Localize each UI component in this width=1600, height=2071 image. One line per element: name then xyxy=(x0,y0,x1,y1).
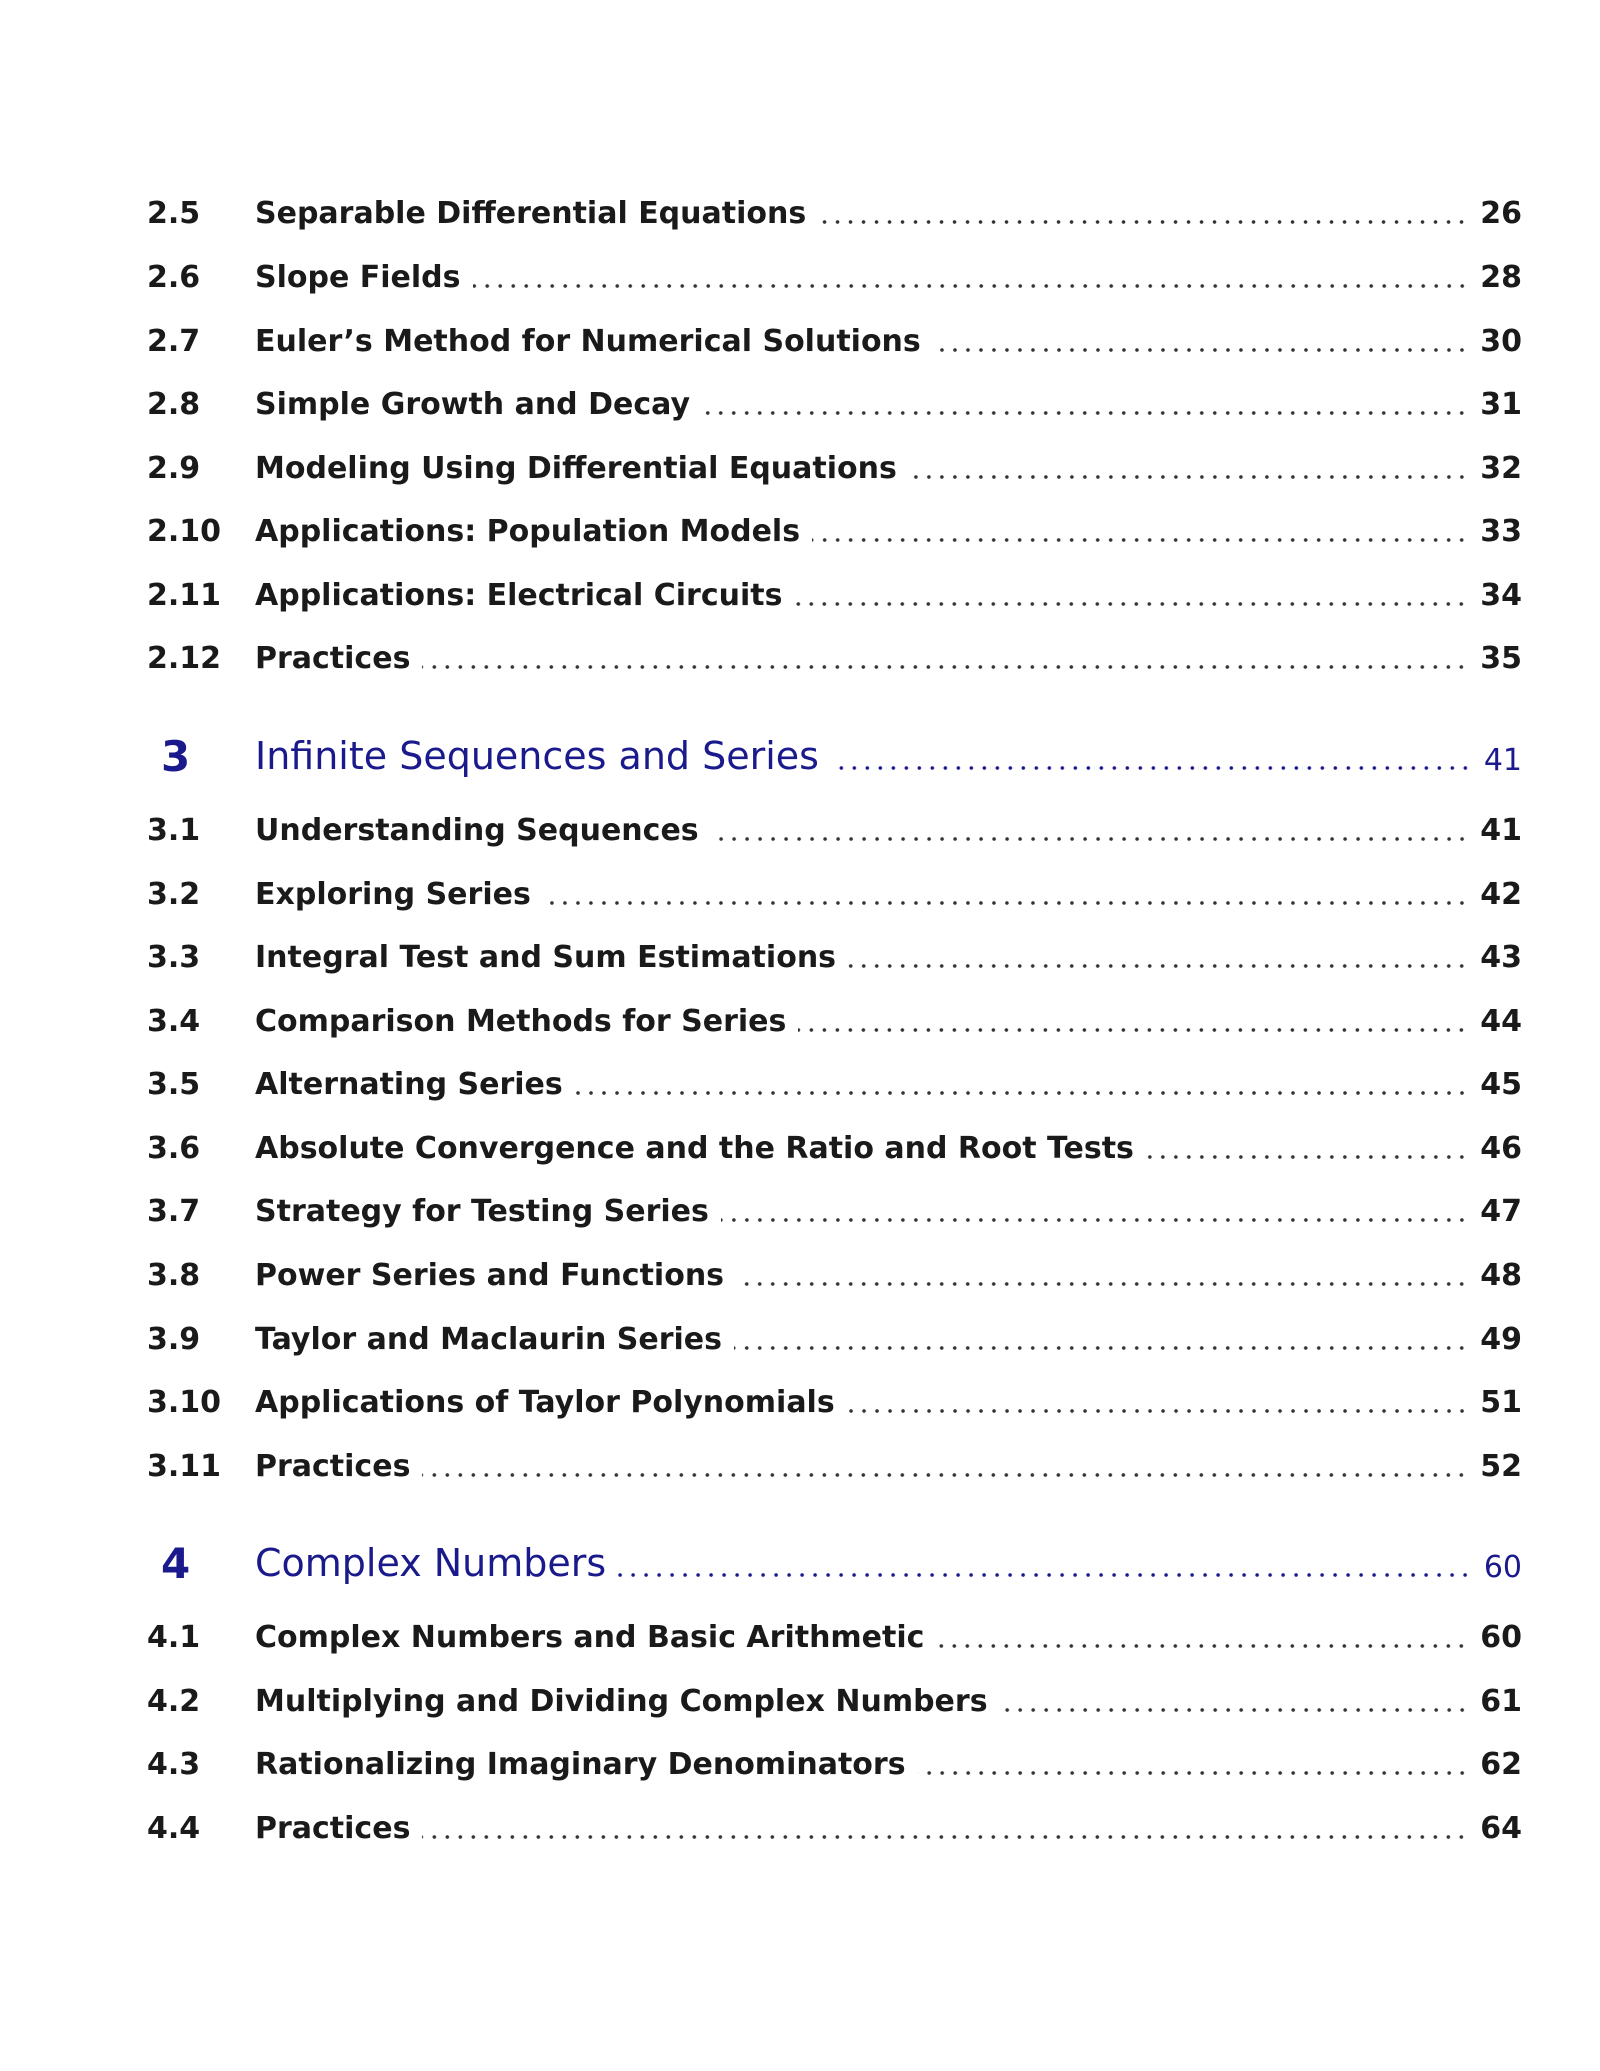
dot-leader xyxy=(721,1218,1468,1222)
section-number: 2.5 xyxy=(147,195,201,231)
chapter-title: Infinite Sequences and Series xyxy=(255,734,819,778)
section-title: Practices xyxy=(255,1810,411,1846)
dot-leader xyxy=(711,837,1469,841)
page-number: 28 xyxy=(1480,259,1522,295)
page-number: 41 xyxy=(1480,812,1522,848)
section-number: 3.5 xyxy=(147,1066,201,1102)
dot-leader xyxy=(422,1473,1468,1477)
dot-leader xyxy=(798,1028,1468,1032)
toc-entry-4-4[interactable] xyxy=(147,1806,1522,1850)
section-number: 2.11 xyxy=(147,577,222,613)
toc-entry-2-9[interactable] xyxy=(147,446,1522,490)
page-number: 33 xyxy=(1480,513,1522,549)
toc-entry-2-5[interactable] xyxy=(147,191,1522,235)
dot-leader xyxy=(422,1835,1468,1839)
page-number: 26 xyxy=(1480,195,1522,231)
toc-entry-4-1[interactable] xyxy=(147,1615,1522,1659)
section-number: 2.7 xyxy=(147,323,201,359)
section-title: Applications: Electrical Circuits xyxy=(255,577,783,613)
section-title: Practices xyxy=(255,640,411,676)
section-number: 3.1 xyxy=(147,812,201,848)
section-title: Applications of Taylor Polynomials xyxy=(255,1384,835,1420)
dot-leader xyxy=(848,964,1468,968)
section-title: Euler’s Method for Numerical Solutions xyxy=(255,323,921,359)
dot-leader xyxy=(618,1573,1472,1577)
dot-leader xyxy=(918,1771,1469,1775)
section-title: Simple Growth and Decay xyxy=(255,386,691,422)
section-title: Separable Differential Equations xyxy=(255,195,807,231)
dot-leader xyxy=(936,1644,1468,1648)
page-number: 62 xyxy=(1480,1746,1522,1782)
toc-entry-3-6[interactable] xyxy=(147,1126,1522,1170)
page-number: 41 xyxy=(1483,742,1522,778)
dot-leader xyxy=(909,475,1468,479)
section-number: 2.6 xyxy=(147,259,201,295)
section-number: 3.8 xyxy=(147,1257,201,1293)
dot-leader xyxy=(1146,1155,1468,1159)
section-title: Power Series and Functions xyxy=(255,1257,725,1293)
toc-entry-3-1[interactable] xyxy=(147,808,1522,852)
dot-leader xyxy=(794,602,1468,606)
dot-leader xyxy=(812,538,1468,542)
section-number: 4.2 xyxy=(147,1683,201,1719)
toc-entry-4-2[interactable] xyxy=(147,1679,1522,1723)
page-number: 51 xyxy=(1480,1384,1522,1420)
page-number: 43 xyxy=(1480,939,1522,975)
page-number: 32 xyxy=(1480,450,1522,486)
dot-leader xyxy=(736,1282,1468,1286)
section-title: Complex Numbers and Basic Arithmetic xyxy=(255,1619,925,1655)
section-title: Taylor and Maclaurin Series xyxy=(255,1321,723,1357)
section-number: 3.4 xyxy=(147,1003,201,1039)
chapter-title: Complex Numbers xyxy=(255,1541,607,1585)
toc-entry-2-6[interactable] xyxy=(147,255,1522,299)
toc-entry-3-3[interactable] xyxy=(147,935,1522,979)
section-title: Strategy for Testing Series xyxy=(255,1193,709,1229)
page-number: 44 xyxy=(1480,1003,1522,1039)
section-number: 2.9 xyxy=(147,450,201,486)
toc-entry-3-11[interactable] xyxy=(147,1444,1522,1488)
page-number: 60 xyxy=(1483,1549,1522,1585)
section-title: Slope Fields xyxy=(255,259,461,295)
toc-entry-2-10[interactable] xyxy=(147,509,1522,553)
dot-leader xyxy=(575,1091,1469,1095)
section-number: 3.11 xyxy=(147,1448,222,1484)
section-number: 3.9 xyxy=(147,1321,201,1357)
toc-chapter-3[interactable] xyxy=(147,728,1522,784)
section-number: 4.1 xyxy=(147,1619,201,1655)
page-number: 64 xyxy=(1480,1810,1522,1846)
section-title: Rationalizing Imaginary Denominators xyxy=(255,1746,906,1782)
toc-entry-2-8[interactable] xyxy=(147,382,1522,426)
page-number: 52 xyxy=(1480,1448,1522,1484)
page-number: 46 xyxy=(1480,1130,1522,1166)
section-number: 4.4 xyxy=(147,1810,201,1846)
dot-leader xyxy=(831,766,1472,770)
section-number: 3.2 xyxy=(147,876,201,912)
section-title: Integral Test and Sum Estimations xyxy=(255,939,837,975)
toc-entry-3-7[interactable] xyxy=(147,1189,1522,1233)
toc-entry-3-10[interactable] xyxy=(147,1380,1522,1424)
section-title: Comparison Methods for Series xyxy=(255,1003,787,1039)
section-number: 3.3 xyxy=(147,939,201,975)
toc-chapter-4[interactable] xyxy=(147,1535,1522,1591)
page-number: 61 xyxy=(1480,1683,1522,1719)
section-number: 3.7 xyxy=(147,1193,201,1229)
page-number: 35 xyxy=(1480,640,1522,676)
section-number: 3.6 xyxy=(147,1130,201,1166)
section-title: Applications: Population Models xyxy=(255,513,801,549)
toc-entry-3-5[interactable] xyxy=(147,1062,1522,1106)
page-number: 60 xyxy=(1480,1619,1522,1655)
chapter-number: 3 xyxy=(161,731,191,781)
section-title: Multiplying and Dividing Complex Numbers xyxy=(255,1683,988,1719)
dot-leader xyxy=(933,348,1468,352)
dot-leader xyxy=(702,411,1468,415)
section-title: Exploring Series xyxy=(255,876,531,912)
dot-leader xyxy=(734,1346,1468,1350)
section-title: Practices xyxy=(255,1448,411,1484)
section-number: 2.8 xyxy=(147,386,201,422)
chapter-number: 4 xyxy=(161,1538,191,1588)
section-title: Alternating Series xyxy=(255,1066,563,1102)
dot-leader xyxy=(847,1409,1469,1413)
page-number: 47 xyxy=(1480,1193,1522,1229)
page-number: 49 xyxy=(1480,1321,1522,1357)
toc-entry-2-7[interactable] xyxy=(147,319,1522,363)
dot-leader xyxy=(473,284,1469,288)
page-number: 48 xyxy=(1480,1257,1522,1293)
page-number: 45 xyxy=(1480,1066,1522,1102)
section-title: Modeling Using Differential Equations xyxy=(255,450,897,486)
page-number: 31 xyxy=(1480,386,1522,422)
section-title: Understanding Sequences xyxy=(255,812,699,848)
dot-leader xyxy=(543,901,1468,905)
toc-entry-3-2[interactable] xyxy=(147,872,1522,916)
toc-entry-3-9[interactable] xyxy=(147,1317,1522,1361)
section-number: 4.3 xyxy=(147,1746,201,1782)
toc-entry-2-11[interactable] xyxy=(147,573,1522,617)
section-title: Absolute Convergence and the Ratio and Root Tests xyxy=(255,1130,1134,1166)
page-number: 42 xyxy=(1480,876,1522,912)
toc-entry-3-8[interactable] xyxy=(147,1253,1522,1297)
toc-entry-2-12[interactable] xyxy=(147,636,1522,680)
toc-entry-3-4[interactable] xyxy=(147,999,1522,1043)
toc-entry-4-3[interactable] xyxy=(147,1742,1522,1786)
dot-leader xyxy=(818,220,1468,224)
dot-leader xyxy=(422,665,1468,669)
page-number: 34 xyxy=(1480,577,1522,613)
section-number: 2.12 xyxy=(147,640,222,676)
page-number: 30 xyxy=(1480,323,1522,359)
section-number: 3.10 xyxy=(147,1384,222,1420)
dot-leader xyxy=(1000,1708,1469,1712)
section-number: 2.10 xyxy=(147,513,222,549)
